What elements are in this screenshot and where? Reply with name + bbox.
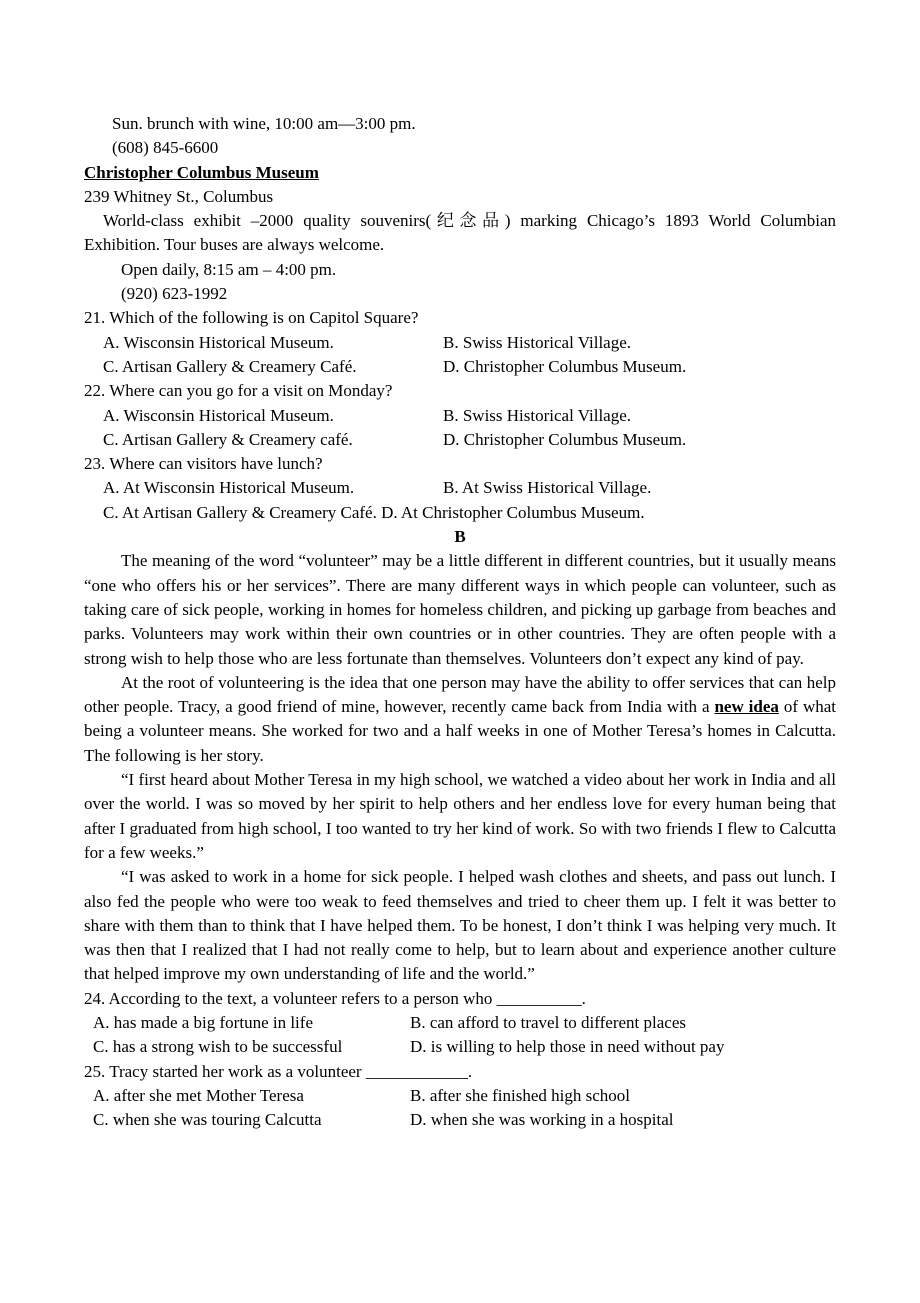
question-21-options-row-1 <box>84 331 836 355</box>
listing-phone: (608) 845-6600 <box>112 138 219 158</box>
question-24-options-row-2 <box>84 1035 836 1059</box>
option-c: C. has a strong wish to be successful <box>93 1037 343 1057</box>
passage-paragraph-1: The meaning of the word “volunteer” may be a little different in different countries, but it usually means “one who offers his or her services”. There are many different ways in which people can volunteer, such as taking care of sick people, working in homes for homeless children, and picking up garbage from beaches and parks. Volunteers may work within their own countries or in other countries. They are often people with a strong wish to help those who are less fortunate than themselves. Volunteers don’t expect any kind of pay. <box>84 551 836 668</box>
option-b: B. Swiss Historical Village. <box>443 405 632 425</box>
question-24-stem: 24. According to the text, a volunteer refers to a person who __________. <box>84 988 586 1008</box>
venue-title <box>84 161 836 185</box>
option-a: A. Wisconsin Historical Museum. <box>103 332 334 352</box>
highlighted-phrase: new idea <box>714 697 779 717</box>
venue-address: 239 Whitney St., Columbus <box>84 186 274 206</box>
option-a: A. after she met Mother Teresa <box>93 1085 304 1105</box>
document-page <box>84 112 836 1132</box>
option-a: A. At Wisconsin Historical Museum. <box>103 478 355 498</box>
option-a: A. Wisconsin Historical Museum. <box>103 405 334 425</box>
question-21-options-row-2 <box>84 355 836 379</box>
venue-description: World-class exhibit –2000 quality souvenirs(纪念品) marking Chicago’s 1893 World Columbian Exhibition. Tour buses are always welcome. <box>84 211 836 255</box>
passage-paragraph-3: “I first heard about Mother Teresa in my high school, we watched a video about her work in India and all over the world. I was so moved by her spirit to help others and her endless love for every human being that after I graduated from high school, I too wanted to try her kind of work. So with two friends I flew to Calcutta for a few weeks.” <box>84 770 836 862</box>
question-22-stem: 22. Where can you go for a visit on Monday? <box>84 381 393 401</box>
option-c: C. Artisan Gallery & Creamery café. <box>103 429 353 449</box>
venue-hours: Open daily, 8:15 am – 4:00 pm. <box>121 259 337 279</box>
question-22-options-row-2 <box>84 428 836 452</box>
option-b: B. Swiss Historical Village. <box>443 332 632 352</box>
question-23-options-row-1 <box>84 476 836 500</box>
question-21-stem: 21. Which of the following is on Capitol Square? <box>84 308 419 328</box>
question-22-options-row-1 <box>84 404 836 428</box>
paragraph-2-part-2: of what being a volunteer means. She worked for two and a half weeks in one of Mother Teresa’s homes in Calcutta. The following is her story. <box>84 697 837 765</box>
option-d: D. when she was working in a hospital <box>410 1110 674 1130</box>
question-24-options-row-1 <box>84 1011 836 1035</box>
question-25-stem: 25. Tracy started her work as a volunteer ____________. <box>84 1061 473 1081</box>
brunch-hours: Sun. brunch with wine, 10:00 am—3:00 pm. <box>112 114 416 133</box>
passage-paragraph-2 <box>84 671 836 768</box>
venue-phone: (920) 623-1992 <box>121 284 228 304</box>
option-b: B. At Swiss Historical Village. <box>443 478 652 498</box>
option-a: A. has made a big fortune in life <box>93 1012 313 1032</box>
option-c: C. Artisan Gallery & Creamery Café. <box>103 356 357 376</box>
venue-title-text: Christopher Columbus Museum <box>84 162 319 182</box>
question-23-options-row-2: C. At Artisan Gallery & Creamery Café. D. At Christopher Columbus Museum. <box>103 502 645 522</box>
option-d: D. is willing to help those in need without pay <box>410 1037 725 1057</box>
option-d: D. Christopher Columbus Museum. <box>443 356 687 376</box>
option-b: B. can afford to travel to different places <box>410 1012 686 1032</box>
option-b: B. after she finished high school <box>410 1085 631 1105</box>
option-c: C. when she was touring Calcutta <box>93 1110 322 1130</box>
question-23-stem: 23. Where can visitors have lunch? <box>84 454 323 474</box>
passage-paragraph-4: “I was asked to work in a home for sick people. I helped wash clothes and sheets, and pass out lunch. I also fed the people who were too weak to feed themselves and tried to cheer them up. I felt it was better to share with them than to think that I have helped them. To be honest, I don’t think I was helping very much. It was then that I realized that I had not really come to help, but to learn about and experience another culture that helped improve my own understanding of life and the world.” <box>84 867 836 984</box>
option-d: D. Christopher Columbus Museum. <box>443 429 687 449</box>
paragraph-2-part-1: At the root of volunteering is the idea that one person may have the ability to offer services that can help other people. Tracy, a good friend of mine, however, recently came back from India with a <box>84 672 836 717</box>
question-25-options-row-1 <box>84 1084 836 1108</box>
question-25-options-row-2 <box>84 1108 836 1132</box>
section-b-heading: B <box>454 527 466 547</box>
